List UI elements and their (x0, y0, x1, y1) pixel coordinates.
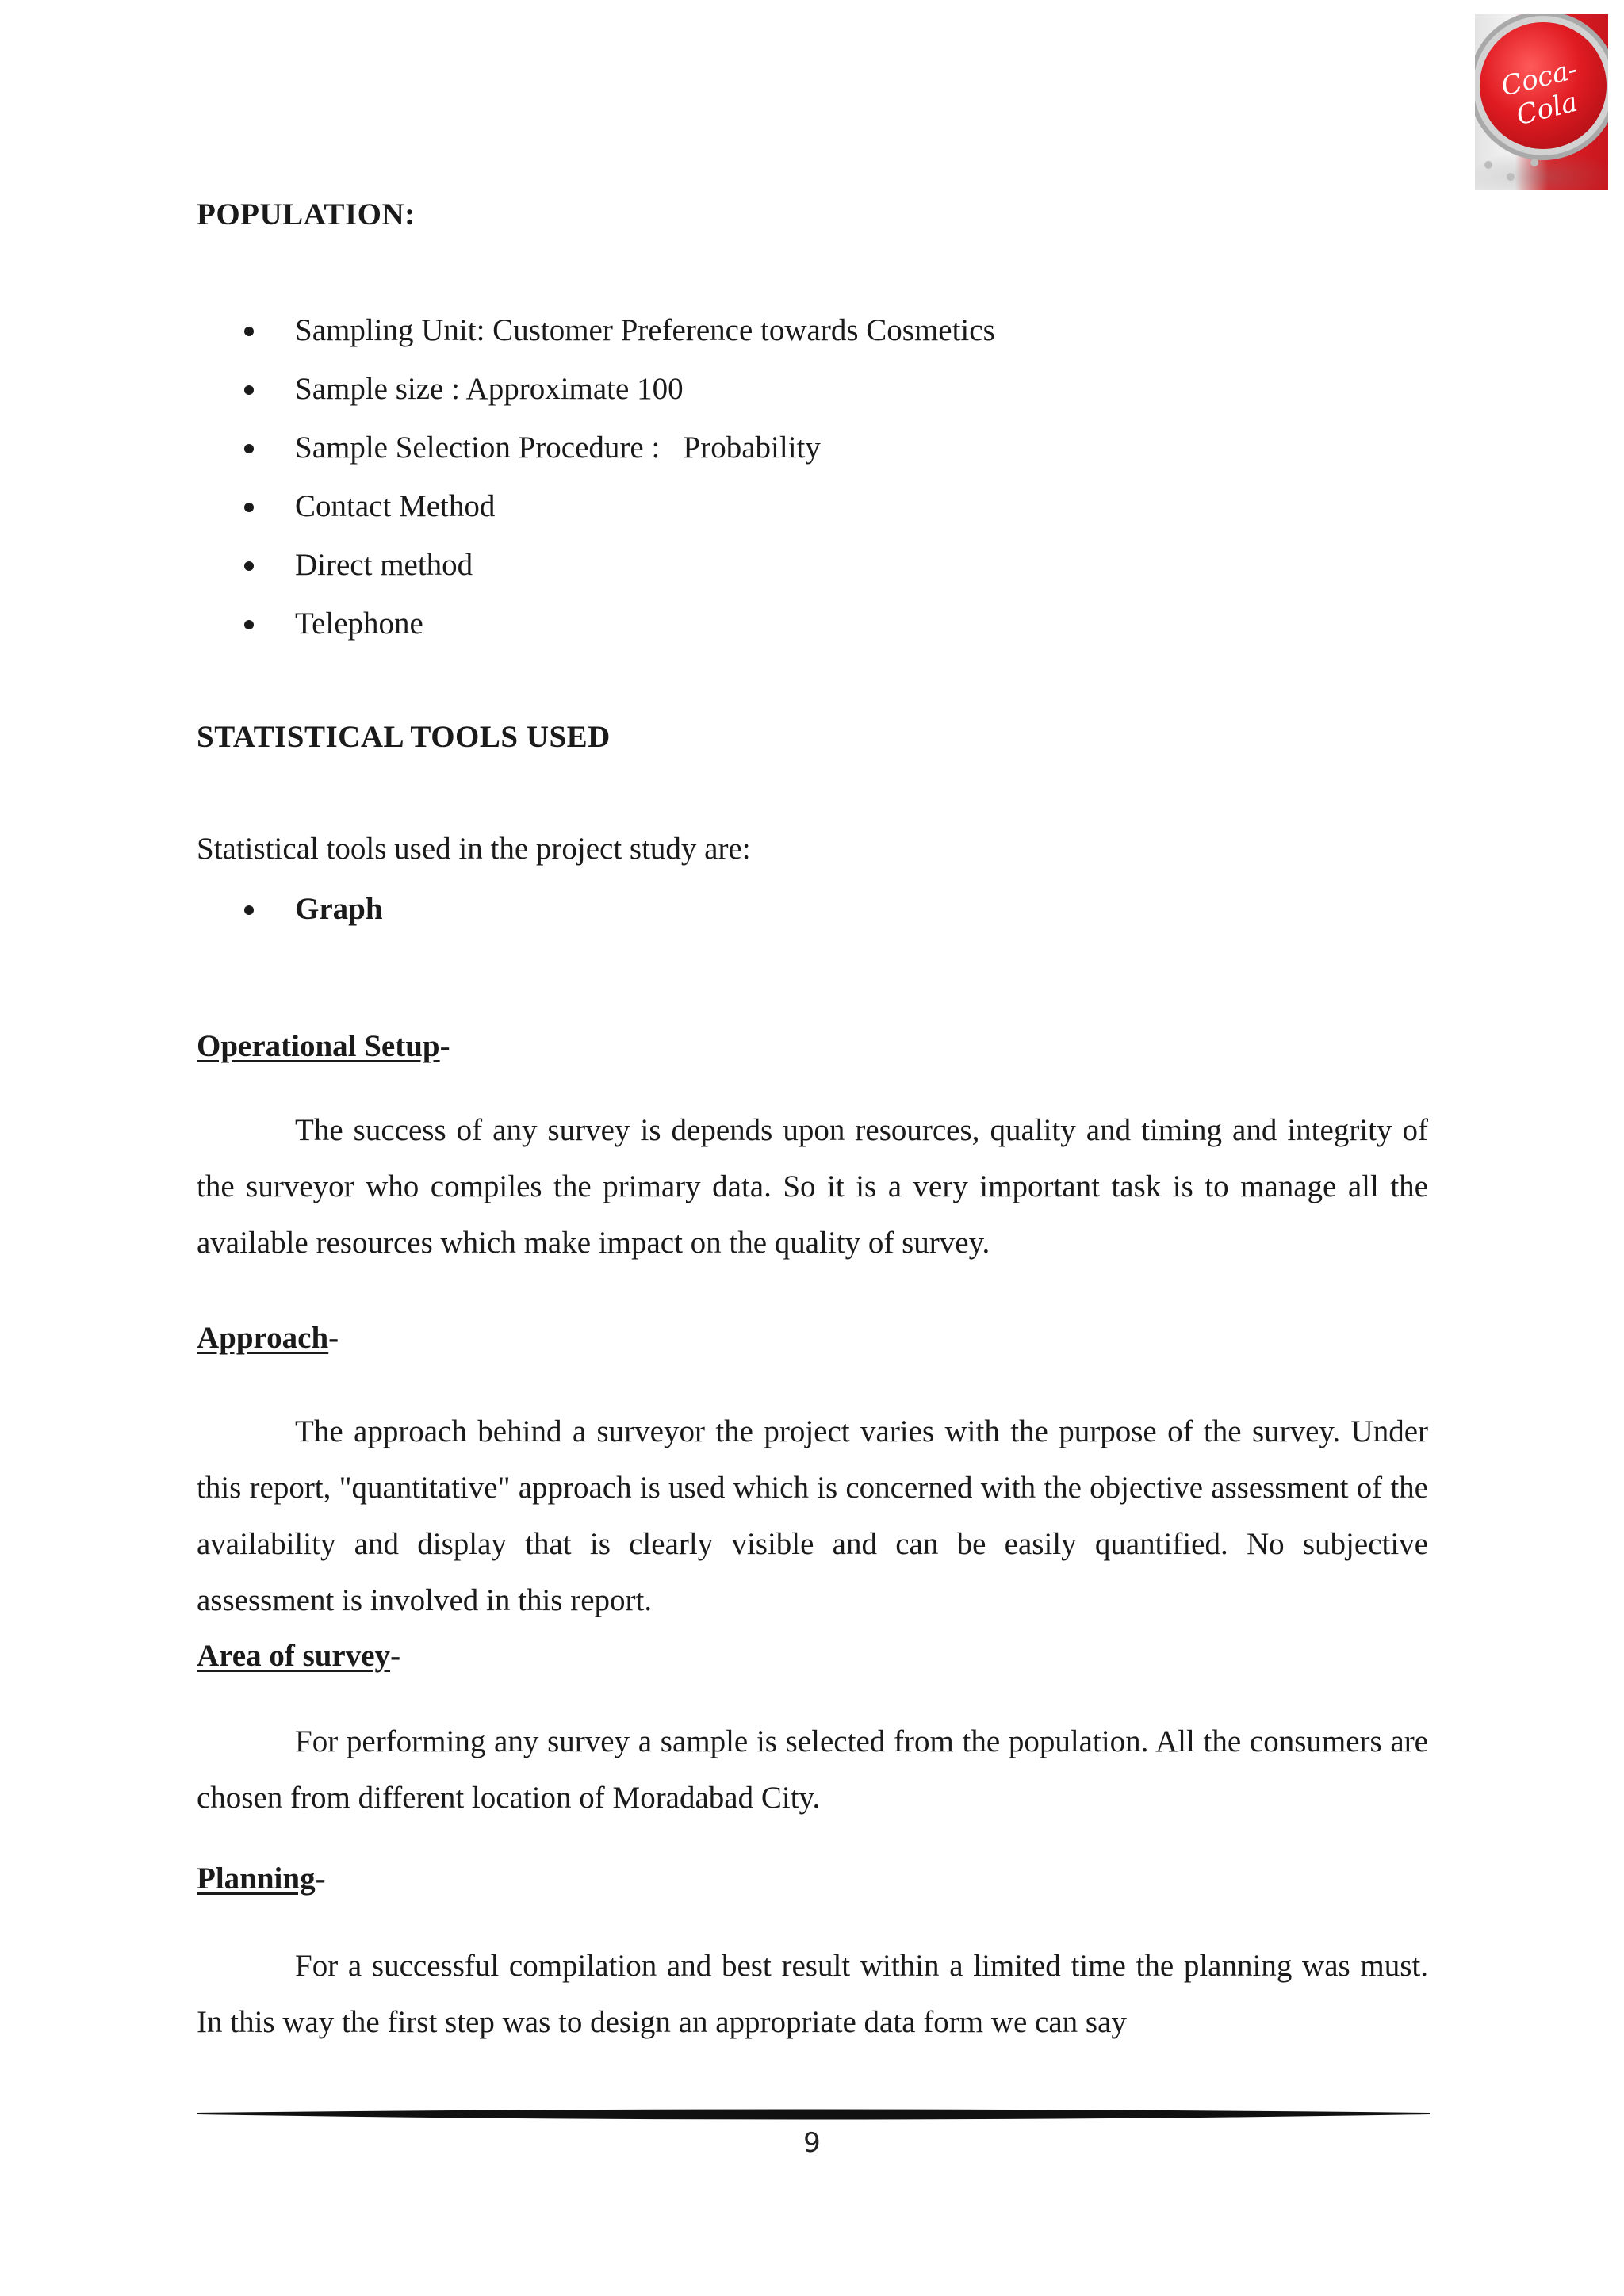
area-of-survey-paragraph: For performing any survey a sample is selected from the population. All the consumers are chosen from different location of Moradabad City. (197, 1724, 1428, 1815)
statistical-tools-intro: Statistical tools used in the project study are: (197, 832, 751, 866)
footer-rule (197, 2107, 1430, 2122)
list-item (197, 477, 1386, 536)
list-item-text: Sample Selection Procedure : Probability (295, 430, 821, 465)
list-item-text: Contact Method (295, 489, 496, 523)
list-item (197, 419, 1386, 477)
area-of-survey-heading (197, 1638, 400, 1674)
list-item-text: Direct method (295, 548, 473, 582)
bullet-icon (244, 444, 254, 453)
heading-text: Operational Setup (197, 1029, 440, 1063)
bullet-icon (244, 385, 254, 395)
list-item-text: Sample size : Approximate 100 (295, 372, 684, 406)
coca-cola-logo (1475, 14, 1608, 190)
heading-suffix: - (328, 1321, 339, 1355)
logo-wordmark: Coca-Cola (1498, 53, 1581, 132)
planning-heading (197, 1861, 326, 1896)
heading-text: Area of survey (197, 1639, 391, 1673)
heading-text: Planning (197, 1862, 316, 1896)
approach-paragraph: The approach behind a surveyor the project varies with the purpose of the survey. Under this report, "quantitative" approach is used which is concerned with the objective assessment of the availability and display that is clearly visible and can be easily quantified. No subjective assessment is involved in this report. (197, 1414, 1428, 1617)
logo-droplet (1530, 159, 1538, 166)
list-item (197, 595, 1386, 653)
logo-droplet (1507, 173, 1515, 181)
bullet-icon (244, 905, 254, 915)
heading-text: Approach (197, 1321, 329, 1355)
heading-suffix: - (439, 1029, 450, 1063)
bullet-icon (244, 327, 254, 336)
bullet-icon (244, 561, 254, 571)
list-item-text: Graph (295, 892, 383, 926)
page-number: 9 (803, 2127, 821, 2159)
logo-droplet (1484, 161, 1492, 169)
list-item (197, 360, 1386, 419)
statistical-tools-heading: STATISTICAL TOOLS USED (197, 720, 611, 754)
heading-suffix: - (315, 1862, 326, 1896)
list-item (197, 301, 1386, 360)
list-item (197, 880, 1386, 939)
bullet-icon (244, 503, 254, 512)
planning-paragraph: For a successful compilation and best result within a limited time the planning was must. In this way the first step was to design an appropriate data form we can say (197, 1949, 1428, 2039)
logo-shadow (1475, 149, 1608, 190)
heading-suffix: - (390, 1639, 401, 1673)
statistical-tools-list (197, 880, 1386, 939)
bullet-icon (244, 620, 254, 629)
operational-setup-paragraph: The success of any survey is depends upon resources, quality and timing and integrity of the surveyor who compiles the primary data. So it is a very important task is to manage all the available resources which make impact on the quality of survey. (197, 1113, 1428, 1260)
list-item (197, 536, 1386, 595)
list-item-text: Telephone (295, 607, 423, 641)
population-heading: POPULATION: (197, 197, 416, 232)
list-item-text: Sampling Unit: Customer Preference towards Cosmetics (295, 313, 995, 347)
operational-setup-heading (197, 1028, 450, 1064)
approach-heading (197, 1320, 339, 1356)
population-list (197, 301, 1386, 653)
